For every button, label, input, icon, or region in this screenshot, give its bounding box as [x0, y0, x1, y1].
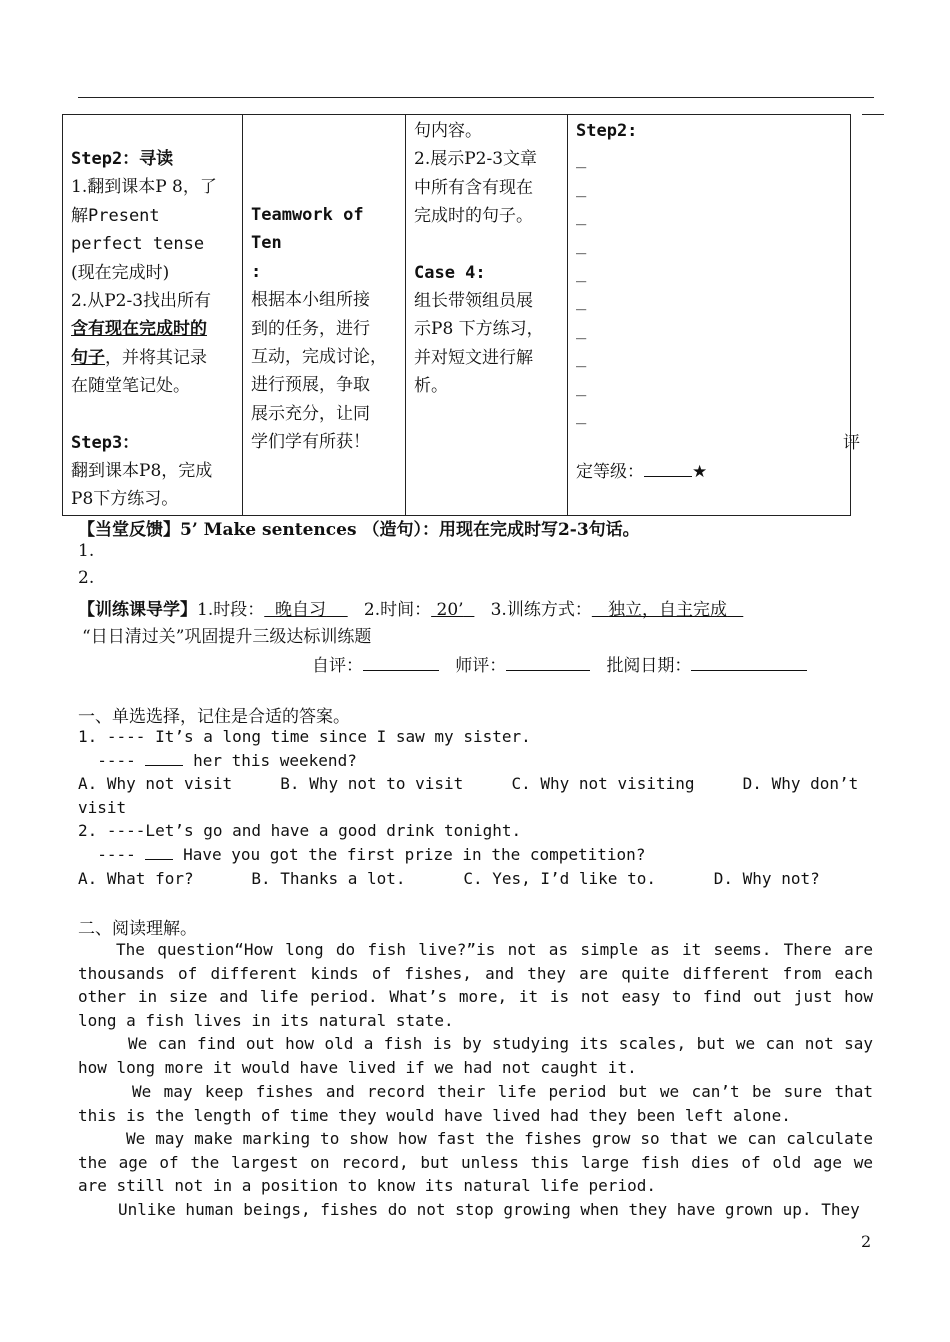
- training-time-label: 1.时段：: [197, 600, 265, 620]
- feedback-title: 【当堂反馈】5’ Make sentences （造句）：用现在完成时写2-3句话。: [78, 520, 640, 540]
- reading-paragraph-3: We may keep fishes and record their life period but we can’t be sure that this is the length of time they would have lived had they been left alone.: [78, 1082, 873, 1125]
- training-label: 【训练课导学】: [78, 600, 197, 620]
- note-blank: _: [576, 177, 587, 198]
- teamwork-line: 展示充分，让同: [251, 403, 370, 424]
- reading-paragraph-5: Unlike human beings, fishes do not stop growing when they have grown up. They: [118, 1200, 860, 1219]
- q2-answer-blank: [145, 859, 173, 860]
- step2-rest: ，并将其记录: [105, 347, 207, 368]
- section1-title: 一、单选选择，记住是合适的答案。: [78, 707, 350, 727]
- q2-blank-line: ---- Have you got the first prize in the competition?: [78, 845, 646, 864]
- teamwork-line: 到的任务，进行: [251, 318, 370, 339]
- col-student-steps: [63, 115, 243, 516]
- step2-line: (现在完成时): [71, 262, 170, 283]
- teamwork-line: 互动，完成讨论，: [251, 347, 387, 368]
- note-blank: _: [576, 206, 587, 227]
- teacher-eval-label: 师评：: [455, 656, 507, 676]
- step2-line-emph: 含有现在完成时的: [71, 319, 207, 340]
- step2-line: 1.翻到课本P 8，了: [71, 177, 217, 198]
- table-right-edge: [862, 114, 884, 515]
- date-blank: [691, 670, 807, 671]
- page-number: 2: [861, 1232, 872, 1251]
- reading-paragraph-2: We can find out how old a fish is by studying its scales, but we can not say how long more it would have lived if we had not caught it.: [78, 1034, 873, 1077]
- note-blank: _: [576, 291, 587, 312]
- step2-title: Step2：寻读: [71, 149, 174, 169]
- grade-ping: 评: [843, 433, 860, 454]
- step2-line: [71, 344, 234, 372]
- teacher-line: 中所有含有现在: [414, 177, 533, 198]
- note-blank: _: [576, 234, 587, 255]
- teacher-line: 2.展示P2-3文章: [414, 149, 538, 170]
- grade-label: 定等级：: [576, 461, 644, 482]
- star-icon: ★: [692, 461, 708, 482]
- col-notes: [568, 115, 860, 516]
- training-time-value: 晚自习: [275, 600, 327, 620]
- q2-line: 2. ----Let’s go and have a good drink tonight.: [78, 821, 522, 840]
- training-row: [78, 595, 743, 620]
- step2-line: 在随堂笔记处。: [71, 376, 190, 397]
- q2-options: A. What for? B. Thanks a lot. C. Yes, I’d like to. D. Why not?: [78, 869, 820, 888]
- self-eval-label: 自评：: [312, 656, 363, 676]
- teacher-line: 完成时的句子。: [414, 206, 533, 227]
- step2-emph: 句子: [71, 347, 105, 368]
- teacher-line: 并对短文进行解: [414, 347, 533, 368]
- case-title: Case 4:: [414, 262, 486, 283]
- q1-line: 1. ---- It’s a long time since I saw my sister.: [78, 727, 531, 746]
- col-teamwork: [243, 115, 406, 516]
- note-blank: _: [576, 319, 587, 340]
- step2-line: 解Present: [71, 205, 160, 226]
- teamwork-title: Teamwork of Ten: [251, 205, 364, 254]
- eval-row: [312, 651, 807, 676]
- q1-options: A. Why not visit B. Why not to visit C. Why not visiting D. Why don’t: [78, 774, 859, 793]
- teamwork-line: 根据本小组所接: [251, 290, 370, 311]
- q1-answer-blank: [145, 765, 183, 766]
- col-teacher: [406, 115, 568, 516]
- teamwork-line: 学们学有所获！: [251, 432, 370, 453]
- training-subtitle: “日日清过关”巩固提升三级达标训练题: [82, 627, 372, 647]
- notes-title: Step2:: [576, 121, 638, 141]
- training-duration-label: 2.时间：: [363, 600, 432, 620]
- teacher-line: 组长带领组员展: [414, 291, 533, 312]
- teacher-line: 析。: [414, 376, 448, 397]
- note-blank: _: [576, 149, 587, 170]
- note-blank: _: [576, 348, 587, 369]
- date-label: 批阅日期：: [606, 656, 692, 676]
- teacher-line: 示P8 下方练习，: [414, 319, 544, 340]
- reading-paragraph-4: We may make marking to show how fast the fishes grow so that we can calculate the age of the largest on record, but unless this large fish dies of old age we are still not in a position to know its natural life period.: [78, 1129, 873, 1196]
- note-blank: _: [576, 405, 587, 426]
- q1-options-cont: visit: [78, 798, 127, 817]
- step3-line: P8下方练习。: [71, 489, 179, 510]
- grade-blank: [644, 476, 692, 477]
- teamwork-colon: :: [251, 261, 262, 282]
- step3-line: 翻到课本P8，完成: [71, 461, 213, 482]
- teacher-eval-blank: [506, 670, 590, 671]
- teacher-line: 句内容。: [414, 121, 482, 141]
- lesson-table: [62, 114, 860, 516]
- step3-title: Step3：: [71, 432, 140, 453]
- section2-title: 二、阅读理解。: [78, 919, 197, 939]
- note-blank: _: [576, 263, 587, 284]
- note-blank: _: [576, 376, 587, 397]
- q1-blank-line: ---- her this weekend?: [78, 751, 357, 770]
- step2-line: perfect tense: [71, 234, 205, 255]
- header-rule: [78, 97, 874, 98]
- feedback-item-2: 2.: [78, 568, 95, 588]
- reading-paragraph-1: The question“How long do fish live?”is not as simple as it seems. There are thousands of different kinds of fishes, and they are quite different from each other in size and life period. What’s more, it is not easy to find out just how long a fish lives in its natural state.: [78, 940, 873, 1030]
- step2-line: 2.从P2-3找出所有: [71, 291, 212, 312]
- training-mode-value: 独立，自主完成: [608, 600, 728, 620]
- self-eval-blank: [363, 670, 439, 671]
- training-mode-label: 3.训练方式：: [490, 600, 592, 620]
- teamwork-line: 进行预展，争取: [251, 375, 370, 396]
- training-duration-value: 20’: [436, 600, 464, 620]
- grade-row: [576, 458, 842, 486]
- feedback-item-1: 1.: [78, 541, 95, 561]
